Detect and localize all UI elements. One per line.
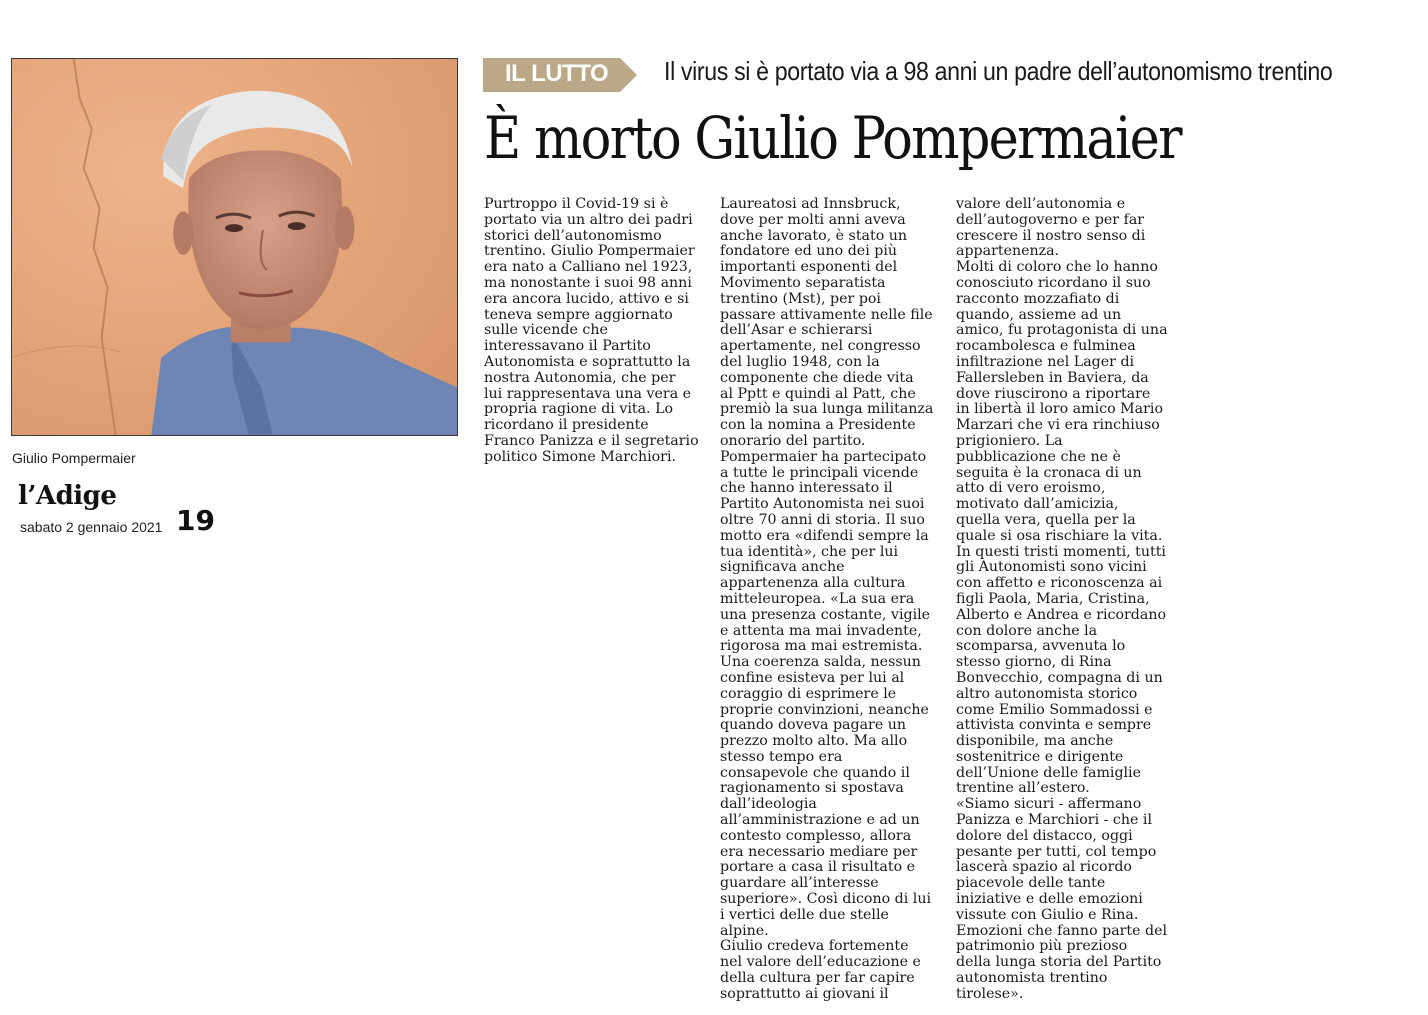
- issue-date: sabato 2 gennaio 2021: [20, 519, 163, 535]
- body-line: mitteleuropea. «La sua era: [720, 590, 915, 607]
- body-line: prezzo molto alto. Ma allo: [720, 733, 908, 750]
- body-line: della lunga storia del Partito: [956, 954, 1162, 971]
- body-line: vissute con Giulio e Rina.: [956, 906, 1139, 923]
- body-line: consapevole che quando il: [720, 764, 910, 781]
- body-line: propria ragione di vita. Lo: [484, 401, 674, 418]
- kicker-tag: [483, 58, 637, 92]
- body-line: figli Paola, Maria, Cristina,: [956, 590, 1150, 607]
- body-line: confine esisteva per lui al: [720, 669, 905, 686]
- body-line: lascerà spazio al ricordo: [956, 859, 1132, 876]
- body-line: Franco Panizza e il segretario: [484, 432, 699, 449]
- body-line: con affetto e riconoscenza ai: [956, 575, 1163, 592]
- body-line: dolore del distacco, oggi: [956, 827, 1133, 844]
- body-line: gli Autonomisti sono vicini: [956, 559, 1147, 576]
- body-line: proprie convinzioni, neanche: [720, 701, 929, 718]
- body-line: trentino. Giulio Pompermaier: [484, 243, 695, 260]
- body-line: dell’autogoverno e per far: [956, 211, 1145, 228]
- body-line: all’amministrazione e ad un: [720, 812, 920, 829]
- body-line: tirolese».: [956, 985, 1024, 1002]
- body-line: componente che diede vita: [720, 369, 914, 386]
- body-line: superiore». Così dicono di lui: [720, 891, 931, 908]
- body-line: In questi tristi momenti, tutti: [956, 543, 1166, 560]
- body-line: una presenza costante, vigile: [720, 606, 931, 623]
- body-line: onorario del partito.: [720, 432, 866, 449]
- body-line: iniziative e delle emozioni: [956, 891, 1143, 908]
- masthead-logo: l’Adige: [18, 481, 117, 511]
- kicker-label: IL LUTTO: [505, 60, 609, 87]
- body-line: quando doveva pagare un: [720, 717, 907, 734]
- body-line: sostenitrice e dirigente: [956, 748, 1124, 765]
- body-line: dove per molti anni aveva: [720, 211, 906, 228]
- body-line: altro autonomista storico: [956, 685, 1138, 702]
- body-line: infiltrazione nel Lager di: [956, 353, 1135, 370]
- body-line: Una coerenza salda, nessun: [720, 654, 921, 671]
- body-line: Marzari che vi era rinchiuso: [956, 417, 1160, 434]
- body-line: guardare all’interesse: [720, 875, 879, 892]
- body-line: dell’Asar e schierarsi: [720, 322, 873, 339]
- body-line: patrimonio più prezioso: [956, 938, 1128, 955]
- body-line: soprattutto ai giovani il: [720, 985, 889, 1002]
- body-line: ragionamento si spostava: [720, 780, 904, 797]
- body-line: trentine all’estero.: [956, 780, 1090, 797]
- body-line: crescere il nostro senso di: [956, 227, 1146, 244]
- body-line: tua identità», che per lui: [720, 543, 899, 560]
- body-line: a tutte le principali vicende: [720, 464, 919, 481]
- body-line: scomparsa, avvenuta lo: [956, 638, 1126, 655]
- body-line: ricordano il presidente: [484, 417, 649, 434]
- portrait-photo: [11, 58, 458, 436]
- body-line: come Emilio Sommadossi e: [956, 701, 1153, 718]
- body-line: al Pptt e quindi al Patt, che: [720, 385, 916, 402]
- body-line: storici dell’autonomismo: [484, 227, 662, 244]
- body-line: portato via un altro dei padri: [484, 211, 693, 228]
- body-line: Fallersleben in Baviera, da: [956, 369, 1149, 386]
- body-line: disponibile, ma anche: [956, 733, 1114, 750]
- body-line: rigorosa ma mai estremista.: [720, 638, 923, 655]
- body-line: sulle vicende che: [484, 322, 608, 339]
- body-line: apertamente, nel congresso: [720, 338, 921, 355]
- body-line: del luglio 1948, con la: [720, 353, 880, 370]
- body-line: Purtroppo il Covid-19 si è: [484, 196, 669, 212]
- body-line: valore dell’autonomia e: [956, 196, 1126, 212]
- body-line: conosciuto ricordano il suo: [956, 274, 1151, 291]
- body-line: teneva sempre aggiornato: [484, 306, 673, 323]
- body-line: politico Simone Marchiori.: [484, 448, 676, 465]
- body-line: dove riuscirono a riportare: [956, 385, 1151, 402]
- body-line: racconto mozzafiato di: [956, 290, 1120, 307]
- body-line: autonomista trentino: [956, 970, 1108, 987]
- article-subheadline: Il virus si è portato via a 98 anni un padre dell’autonomismo trentino: [664, 56, 1333, 86]
- body-line: contesto complesso, allora: [720, 827, 912, 844]
- article-column-1: [484, 197, 702, 466]
- body-line: nostra Autonomia, che per: [484, 369, 676, 386]
- body-line: appartenenza alla cultura: [720, 575, 906, 592]
- body-line: i vertici delle due stelle: [720, 906, 889, 923]
- portrait-image: [12, 59, 457, 435]
- body-line: alpine.: [720, 922, 769, 939]
- body-line: appartenenza.: [956, 243, 1060, 260]
- body-line: con dolore anche la: [956, 622, 1098, 639]
- body-line: con la nomina a Presidente: [720, 417, 916, 434]
- body-line: ma nonostante i suoi 98 anni: [484, 274, 692, 291]
- page-number: 19: [176, 504, 215, 537]
- body-line: prigioniero. La: [956, 432, 1063, 449]
- body-line: della cultura per far capire: [720, 970, 915, 987]
- article-column-3: [956, 197, 1174, 1003]
- body-line: stesso giorno, di Rina: [956, 654, 1112, 671]
- body-line: motto era «difendi sempre la: [720, 527, 929, 544]
- article-headline: È morto Giulio Pompermaier: [484, 104, 1181, 172]
- body-line: pesante per tutti, col tempo: [956, 843, 1157, 860]
- body-line: stesso tempo era: [720, 748, 843, 765]
- body-line: che hanno interessato il: [720, 480, 893, 497]
- body-line: importanti esponenti del: [720, 259, 898, 276]
- body-line: passare attivamente nelle file: [720, 306, 933, 323]
- body-line: Panizza e Marchiori - che il: [956, 812, 1152, 829]
- body-line: Bonvecchio, compagna di un: [956, 669, 1163, 686]
- body-line: quale si osa rischiare la vita.: [956, 527, 1163, 544]
- body-line: quella vera, quella per la: [956, 511, 1136, 528]
- body-line: attivista convinta e sempre: [956, 717, 1152, 734]
- body-line: coraggio di esprimere le: [720, 685, 897, 702]
- body-line: quando, assieme ad un: [956, 306, 1122, 323]
- body-line: era ancora lucido, attivo e si: [484, 290, 689, 307]
- body-line: Giulio credeva fortemente: [720, 938, 909, 955]
- article-column-2: [720, 197, 938, 1003]
- body-line: Molti di coloro che lo hanno: [956, 259, 1158, 276]
- body-line: Autonomista e soprattutto la: [484, 353, 691, 370]
- body-line: interessavano il Partito: [484, 338, 651, 355]
- body-line: era nato a Calliano nel 1923,: [484, 259, 693, 276]
- body-line: Laureatosi ad Innsbruck,: [720, 196, 901, 212]
- body-line: fondatore ed uno dei più: [720, 243, 897, 260]
- body-line: atto di vero eroismo,: [956, 480, 1106, 497]
- body-line: Partito Autonomista nei suoi: [720, 496, 925, 513]
- body-line: e attenta ma mai invadente,: [720, 622, 922, 639]
- body-line: dell’Unione delle famiglie: [956, 764, 1141, 781]
- photo-caption: Giulio Pompermaier: [12, 450, 136, 466]
- body-line: in libertà il loro amico Mario: [956, 401, 1163, 418]
- body-line: Movimento separatista: [720, 274, 886, 291]
- body-line: Pompermaier ha partecipato: [720, 448, 927, 465]
- body-line: significava anche: [720, 559, 845, 576]
- body-line: anche lavorato, è stato un: [720, 227, 908, 244]
- body-line: piacevole delle tante: [956, 875, 1106, 892]
- body-line: portare a casa il risultato e: [720, 859, 916, 876]
- body-line: dall’ideologia: [720, 796, 817, 813]
- body-line: premiò la sua lunga militanza: [720, 401, 934, 418]
- body-line: Emozioni che fanno parte del: [956, 922, 1168, 939]
- body-line: amico, fu protagonista di una: [956, 322, 1168, 339]
- body-line: nel valore dell’educazione e: [720, 954, 921, 971]
- body-line: oltre 70 anni di storia. Il suo: [720, 511, 925, 528]
- body-line: pubblicazione che ne è: [956, 448, 1121, 465]
- body-line: seguita è la cronaca di un: [956, 464, 1142, 481]
- body-line: «Siamo sicuri - affermano: [956, 796, 1142, 813]
- body-line: trentino (Mst), per poi: [720, 290, 881, 307]
- body-line: Alberto e Andrea e ricordano: [956, 606, 1167, 623]
- body-line: motivato dall’amicizia,: [956, 496, 1119, 513]
- body-line: era necessario mediare per: [720, 843, 918, 860]
- body-line: lui rappresentava una vera e: [484, 385, 692, 402]
- body-line: rocambolesca e fulminea: [956, 338, 1136, 355]
